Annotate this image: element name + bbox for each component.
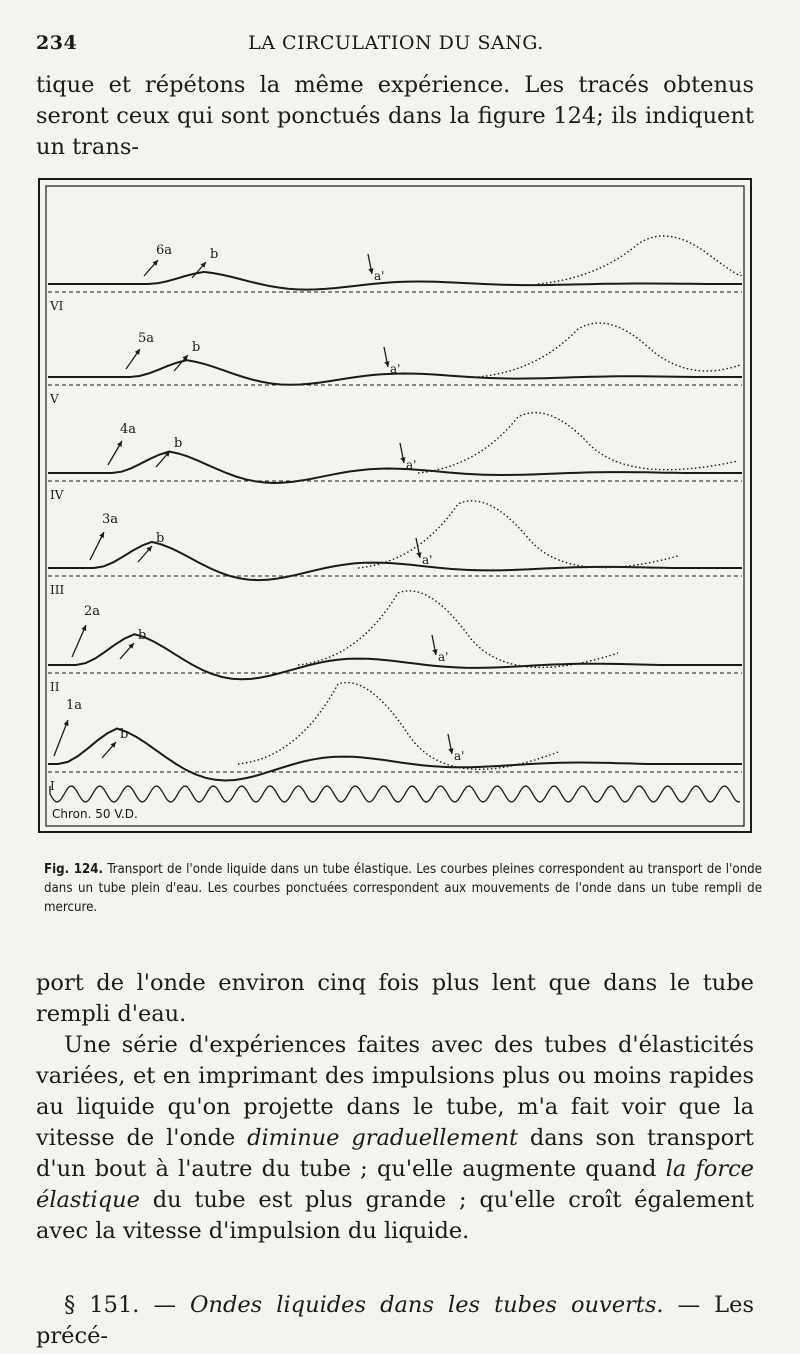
- water-curve-IV: [112, 452, 684, 484]
- water-curve-III: [94, 542, 672, 580]
- section-rest: — Les précé-: [36, 1292, 754, 1349]
- mercury-curve-III: [358, 501, 678, 568]
- middle-paragraphs: [36, 968, 754, 1247]
- paragraph-1: port de l'onde environ cinq fois plus lent que dans le tube rempli d'eau.: [36, 970, 754, 1027]
- wave-label-I: 1a: [66, 698, 83, 713]
- p2-part-b: dans son transport d'un bout à l'autre du tube ; qu'elle augmente quand: [36, 1125, 754, 1182]
- wave-arrow-V-head: [135, 349, 140, 355]
- a-prime-label-III: a': [422, 553, 433, 567]
- mercury-curve-IV: [418, 413, 738, 473]
- a-prime-arrow-III-head: [416, 552, 421, 558]
- row-numeral-I: I: [50, 779, 55, 793]
- a-prime-label-IV: a': [406, 458, 417, 472]
- figure-outer-frame: [39, 179, 751, 832]
- a-prime-label-V: a': [390, 362, 401, 376]
- row-numeral-IV: IV: [50, 488, 64, 502]
- a-prime-label-II: a': [438, 650, 449, 664]
- b-label-VI: b: [210, 247, 219, 262]
- wave-label-VI: 6a: [156, 243, 173, 258]
- water-curve-V: [130, 360, 696, 385]
- row-numeral-III: III: [50, 583, 65, 597]
- mercury-curve-VI: [538, 236, 741, 284]
- row-numeral-V: V: [50, 392, 59, 406]
- caption-text: Transport de l'onde liquide dans un tube élastique. Les courbes pleines correspondent au transport de l'onde dans un tube plein d'eau. Les courbes ponctuées correspondent aux mouvements de l'onde dans un tube rempli de mercure.: [44, 862, 762, 915]
- mercury-curve-V: [478, 323, 740, 377]
- a-prime-arrow-VI-head: [368, 268, 373, 274]
- page-number: 234: [36, 32, 78, 54]
- figure-tracings: [38, 178, 752, 833]
- wave-label-III: 3a: [102, 512, 119, 527]
- a-prime-arrow-IV-head: [400, 457, 405, 463]
- section-heading-line: [36, 1290, 754, 1352]
- wave-arrow-I: [54, 720, 68, 756]
- b-label-I: b: [120, 727, 129, 742]
- a-prime-arrow-I-head: [448, 748, 453, 754]
- water-curve-I: [58, 729, 648, 781]
- b-label-II: b: [138, 628, 147, 643]
- mercury-curve-II: [298, 591, 618, 668]
- a-prime-arrow-V-head: [384, 361, 389, 367]
- top-paragraph-text: tique et répétons la même expérience. Les tracés obtenus seront ceux qui sont ponctués dans la figure 124; ils indiquent un trans-: [36, 72, 754, 160]
- b-label-III: b: [156, 531, 165, 546]
- chronograph-label: Chron. 50 V.D.: [52, 807, 138, 821]
- wave-label-V: 5a: [138, 331, 155, 346]
- p2-part-a: Une série d'expériences faites avec des tubes d'élasticités variées, et en imprimant des impulsions plus ou moins rapides au liquide qu'on projette dans le tube, m'a fait voir que la vitesse de l'onde: [36, 1032, 754, 1151]
- a-prime-arrow-II-head: [432, 649, 437, 655]
- section-marker: § 151. —: [64, 1292, 176, 1318]
- water-curve-VI: [148, 272, 708, 290]
- wave-label-II: 2a: [84, 604, 101, 619]
- running-head: [36, 32, 756, 60]
- row-numeral-II: II: [50, 680, 60, 694]
- a-prime-label-I: a': [454, 749, 465, 763]
- p2-emphasis-2: la force élastique: [36, 1156, 754, 1213]
- b-label-IV: b: [174, 436, 183, 451]
- chronograph-wave: [50, 786, 740, 802]
- running-title: LA CIRCULATION DU SANG.: [248, 32, 544, 54]
- a-prime-label-VI: a': [374, 269, 385, 283]
- p2-emphasis-1: diminue graduellement: [247, 1125, 519, 1151]
- paragraph-2: [36, 1030, 754, 1247]
- b-label-V: b: [192, 340, 201, 355]
- p2-part-c: du tube est plus grande ; qu'elle croît également avec la vitesse d'impulsion du liquide.: [36, 1187, 754, 1244]
- section-heading: [36, 1290, 754, 1352]
- row-numeral-VI: VI: [50, 299, 64, 313]
- figure-caption: [44, 860, 762, 917]
- caption-label: Fig. 124.: [44, 862, 104, 877]
- wave-label-IV: 4a: [120, 422, 137, 437]
- mercury-curve-I: [238, 683, 558, 770]
- top-paragraph: [36, 70, 754, 163]
- figure-124: [38, 178, 752, 833]
- section-title: Ondes liquides dans les tubes ouverts.: [190, 1292, 664, 1318]
